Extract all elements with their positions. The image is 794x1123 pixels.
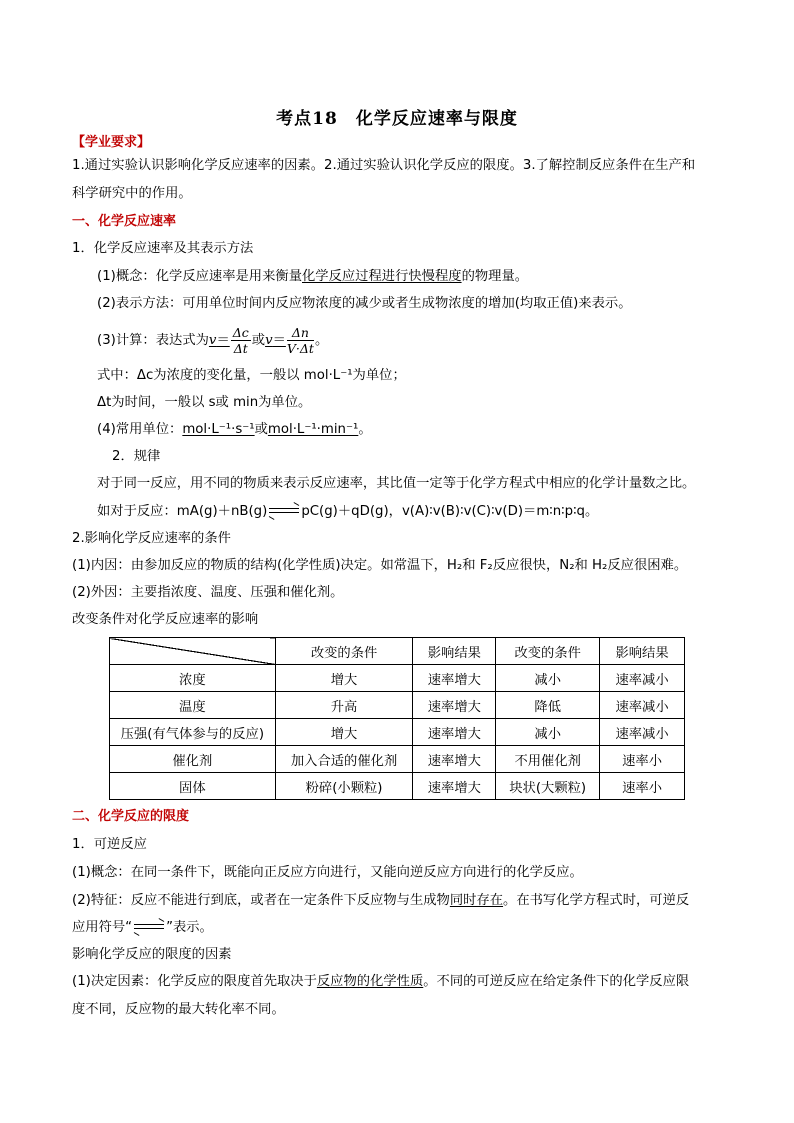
table-cell: 块状(大颗粒) bbox=[496, 773, 600, 800]
reversible-arrow-icon bbox=[134, 923, 164, 931]
formula-where-line-2: Δt为时间，一般以 s或 min为单位。 bbox=[97, 395, 312, 410]
table-cell: 固体 bbox=[110, 773, 276, 800]
table-cell: 速率增大 bbox=[413, 692, 496, 719]
table-cell: 速率增大 bbox=[413, 746, 496, 773]
feature-prefix: (2)特征：反应不能进行到底，或者在一定条件下反应物与生成物 bbox=[72, 893, 450, 908]
learning-requirements-header: 【学业要求】 bbox=[72, 135, 151, 150]
table-cell: 降低 bbox=[496, 692, 600, 719]
rate-concept-suffix: 的物理量。 bbox=[461, 269, 529, 284]
reversible-reaction-heading: 1．可逆反应 bbox=[72, 837, 147, 852]
table-cell: 速率减小 bbox=[600, 719, 685, 746]
table-cell: 增大 bbox=[275, 719, 413, 746]
formula-prefix: (3)计算：表达式为 bbox=[97, 333, 209, 348]
table-cell: 粉碎(小颗粒) bbox=[275, 773, 413, 800]
limit-factors-heading: 影响化学反应的限度的因素 bbox=[72, 947, 232, 962]
fraction-dn-vdt bbox=[287, 325, 314, 356]
table-cell: 减小 bbox=[496, 719, 600, 746]
rule-heading: 2．规律 bbox=[112, 449, 161, 464]
table-cell: 浓度 bbox=[110, 665, 276, 692]
deciding-factor-line-1 bbox=[72, 973, 689, 991]
table-row bbox=[110, 719, 685, 746]
table-header-cell: 影响结果 bbox=[600, 638, 685, 665]
conditions-effect-table bbox=[109, 637, 685, 800]
table-cell: 压强(有气体参与的反应) bbox=[110, 719, 276, 746]
rate-formula bbox=[97, 324, 328, 358]
requirements-line-1: 1.通过实验认识影响化学反应速率的因素。2.通过实验认识化学反应的限度。3.了解控制反应条件在生产和 bbox=[72, 158, 696, 173]
common-units bbox=[97, 421, 372, 439]
units-or: 或 bbox=[254, 422, 268, 437]
deciding-factor-line-2: 度不同，反应物的最大转化率不同。 bbox=[72, 1002, 285, 1017]
internal-factor: (1)内因：由参加反应的物质的结构(化学性质)决定。如常温下，H₂和 F₂反应很快，N₂和 H₂反应很困难。 bbox=[72, 558, 688, 573]
table-cell: 不用催化剂 bbox=[496, 746, 600, 773]
table-row bbox=[110, 692, 685, 719]
table-cell: 升高 bbox=[275, 692, 413, 719]
rule-equation-left: 如对于反应：mA(g)＋nB(g) bbox=[97, 504, 268, 519]
feature-suffix: 。在书写化学方程式时，可逆反 bbox=[503, 893, 690, 908]
table-row bbox=[110, 746, 685, 773]
rule-text: 对于同一反应，用不同的物质来表示反应速率，其比值一定等于化学方程式中相应的化学计量数之比。 bbox=[97, 476, 696, 491]
decide-suffix: 。不同的可逆反应在给定条件下的化学反应限 bbox=[423, 974, 690, 989]
fraction-numerator: Δc bbox=[232, 324, 249, 340]
symbol-suffix: ”表示。 bbox=[166, 920, 213, 935]
unit-per-minute: mol·L⁻¹·min⁻¹ bbox=[267, 422, 359, 437]
section-2-title: 二、化学反应的限度 bbox=[72, 809, 190, 824]
formula-v1: v bbox=[208, 333, 217, 348]
rule-equation bbox=[97, 503, 598, 521]
units-end: 。 bbox=[358, 422, 372, 437]
table-cell: 温度 bbox=[110, 692, 276, 719]
section-1-title: 一、化学反应速率 bbox=[72, 214, 177, 229]
table-cell: 速率小 bbox=[600, 746, 685, 773]
rate-concept bbox=[97, 268, 528, 286]
feature-key: 同时存在 bbox=[449, 893, 504, 908]
table-cell: 速率增大 bbox=[413, 773, 496, 800]
table-header-cell: 改变的条件 bbox=[275, 638, 413, 665]
reversible-feature-line-2 bbox=[72, 919, 213, 937]
requirements-line-2: 科学研究中的作用。 bbox=[72, 186, 192, 201]
units-prefix: (4)常用单位： bbox=[97, 422, 183, 437]
table-cell: 速率增大 bbox=[413, 719, 496, 746]
subsection-rate-heading: 1．化学反应速率及其表示方法 bbox=[72, 241, 254, 256]
fraction-denominator: Δt bbox=[233, 340, 248, 356]
rate-expression-method: (2)表示方法：可用单位时间内反应物浓度的减少或者生成物浓度的增加(均取正值)来表示。 bbox=[97, 296, 632, 311]
formula-where-line-1: 式中：Δc为浓度的变化量，一般以 mol·L⁻¹为单位； bbox=[97, 368, 406, 383]
reversible-feature-line-1 bbox=[72, 892, 689, 910]
reversible-arrow-icon bbox=[269, 507, 299, 515]
formula-eq1: ＝ bbox=[216, 333, 230, 348]
table-cell: 速率减小 bbox=[600, 692, 685, 719]
symbol-prefix: 应用符号“ bbox=[72, 920, 133, 935]
table-cell: 催化剂 bbox=[110, 746, 276, 773]
table-cell: 速率增大 bbox=[413, 665, 496, 692]
table-header-diagonal-cell bbox=[110, 638, 276, 665]
table-cell: 减小 bbox=[496, 665, 600, 692]
table-cell: 速率小 bbox=[600, 773, 685, 800]
rate-concept-prefix: (1)概念：化学反应速率是用来衡量 bbox=[97, 269, 302, 284]
table-cell: 速率减小 bbox=[600, 665, 685, 692]
table-cell: 增大 bbox=[275, 665, 413, 692]
table-header-cell: 改变的条件 bbox=[496, 638, 600, 665]
external-factor: (2)外因：主要指浓度、温度、压强和催化剂。 bbox=[72, 585, 344, 600]
table-header-row bbox=[110, 638, 685, 665]
formula-end: 。 bbox=[314, 333, 329, 348]
formula-or: 或 bbox=[251, 333, 266, 348]
reversible-concept: (1)概念：在同一条件下，既能向正反应方向进行，又能向逆反应方向进行的化学反应。 bbox=[72, 865, 583, 880]
decide-prefix: (1)决定因素：化学反应的限度首先取决于 bbox=[72, 974, 317, 989]
rate-concept-key: 化学反应过程进行快慢程度 bbox=[302, 269, 462, 284]
table-caption: 改变条件对化学反应速率的影响 bbox=[72, 612, 259, 627]
formula-eq2: ＝ bbox=[272, 333, 286, 348]
fraction-dc-dt bbox=[231, 325, 251, 356]
table-row bbox=[110, 773, 685, 800]
table-cell: 加入合适的催化剂 bbox=[275, 746, 413, 773]
formula-v2: v bbox=[265, 333, 273, 348]
fraction-denominator: V·Δt bbox=[286, 340, 314, 356]
rule-equation-right: pC(g)＋qD(g)，v(A)∶v(B)∶v(C)∶v(D)＝m∶n∶p∶q。 bbox=[301, 504, 599, 519]
factors-heading: 2.影响化学反应速率的条件 bbox=[72, 531, 231, 546]
table-header-cell: 影响结果 bbox=[413, 638, 496, 665]
table-row bbox=[110, 665, 685, 692]
unit-per-second: mol·L⁻¹·s⁻¹ bbox=[182, 422, 255, 437]
decide-key: 反应物的化学性质 bbox=[316, 974, 424, 989]
page-title: 考点18 化学反应速率与限度 bbox=[276, 109, 518, 129]
fraction-numerator: Δn bbox=[287, 325, 314, 341]
